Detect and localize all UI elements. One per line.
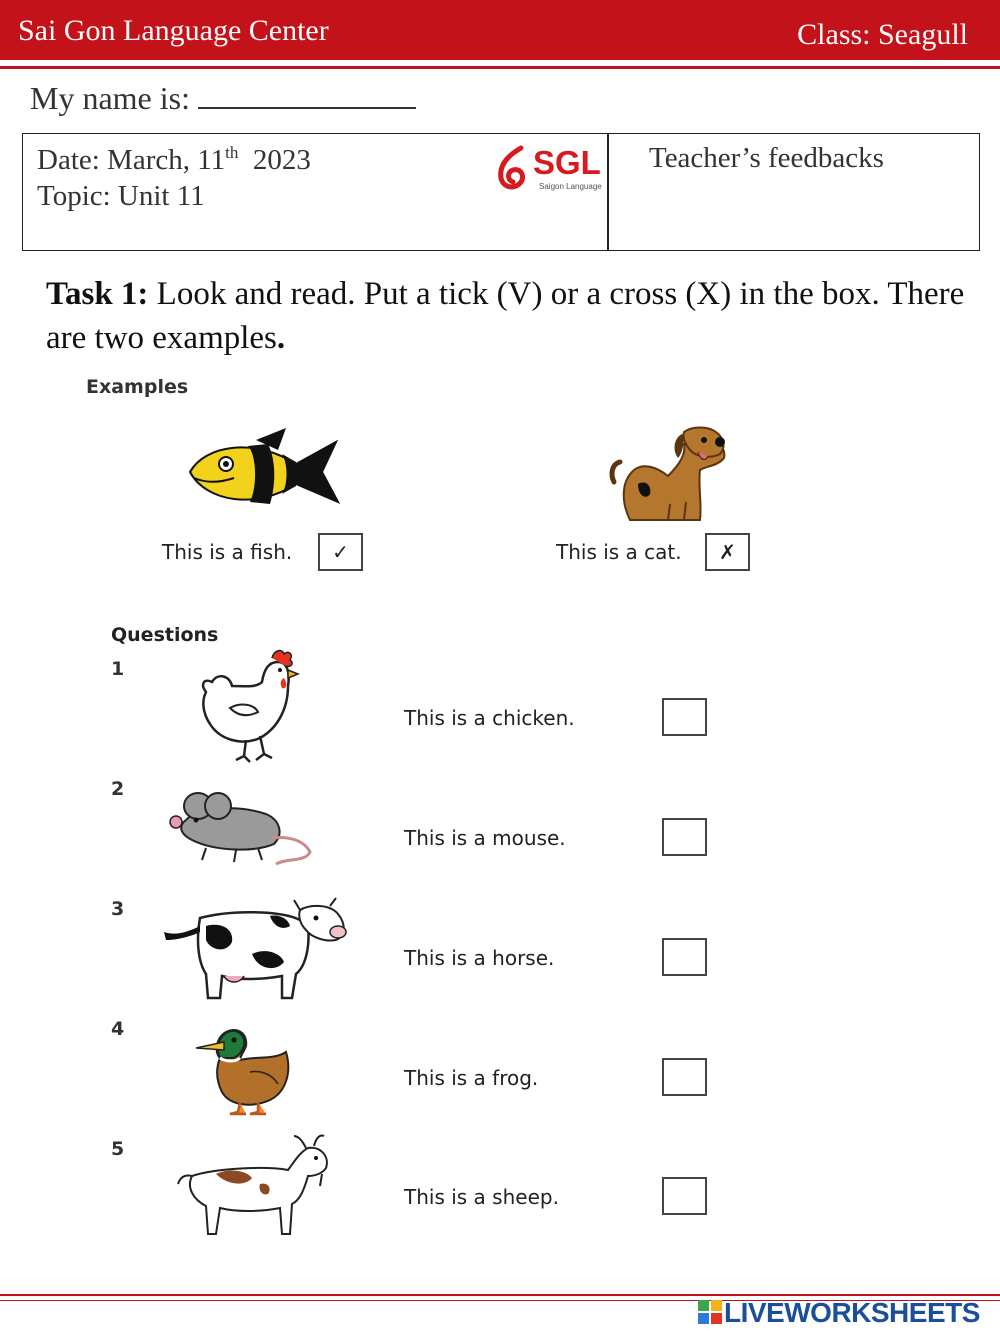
question-number-5: 5 bbox=[111, 1138, 125, 1160]
question-sentence-4: This is a frog. bbox=[404, 1066, 539, 1090]
question-sentence-5: This is a sheep. bbox=[404, 1185, 559, 1209]
footer-divider bbox=[0, 1294, 1000, 1296]
info-text bbox=[37, 142, 311, 214]
task-title: Task 1: bbox=[46, 276, 149, 312]
name-row bbox=[30, 80, 416, 117]
answer-box-2[interactable] bbox=[662, 818, 707, 856]
dog-icon bbox=[608, 424, 734, 526]
mouse-icon bbox=[166, 790, 316, 870]
sgl-swirl-icon bbox=[493, 144, 533, 194]
center-name: Sai Gon Language Center bbox=[18, 14, 329, 47]
header-divider bbox=[0, 66, 1000, 69]
answer-box-3[interactable] bbox=[662, 938, 707, 976]
question-sentence-2: This is a mouse. bbox=[404, 826, 566, 850]
fish-icon bbox=[186, 424, 342, 520]
example-sentence-2: This is a cat. bbox=[556, 540, 682, 564]
question-number-3: 3 bbox=[111, 898, 125, 920]
info-box bbox=[22, 133, 980, 251]
info-divider bbox=[607, 134, 609, 250]
feedback-label: Teacher’s feedbacks bbox=[649, 142, 884, 174]
question-number-2: 2 bbox=[111, 778, 125, 800]
date-line bbox=[37, 142, 311, 178]
date-year: 2023 bbox=[252, 144, 311, 176]
question-sentence-3: This is a horse. bbox=[404, 946, 555, 970]
name-label: My name is: bbox=[30, 80, 190, 116]
example-sentence-1: This is a fish. bbox=[162, 540, 293, 564]
question-sentence-1: This is a chicken. bbox=[404, 706, 575, 730]
examples-label: Examples bbox=[86, 376, 189, 398]
questions-label: Questions bbox=[111, 624, 219, 646]
date-prefix: Date: March, 11 bbox=[37, 144, 226, 176]
task-instruction bbox=[46, 272, 986, 360]
name-input-line[interactable] bbox=[198, 83, 416, 109]
question-number-1: 1 bbox=[111, 658, 125, 680]
logo-text: SGL bbox=[533, 144, 601, 181]
duck-icon bbox=[194, 1022, 294, 1118]
answer-box-4[interactable] bbox=[662, 1058, 707, 1096]
goat-icon bbox=[176, 1134, 334, 1238]
answer-box-5[interactable] bbox=[662, 1177, 707, 1215]
logo-subtext: Saigon Language bbox=[539, 182, 602, 191]
liveworksheets-grid-icon bbox=[698, 1300, 722, 1324]
answer-box-1[interactable] bbox=[662, 698, 707, 736]
header-bar bbox=[0, 0, 1000, 60]
question-number-4: 4 bbox=[111, 1018, 125, 1040]
task-text: Look and read. Put a tick (V) or a cross (X) in the box. There are two examples bbox=[46, 276, 965, 356]
sgl-logo bbox=[493, 144, 605, 198]
class-label: Class: Seagull bbox=[797, 18, 968, 51]
date-superscript: th bbox=[225, 143, 239, 162]
example-answer-box-1: ✓ bbox=[318, 533, 363, 571]
task-end-mark: . bbox=[276, 320, 286, 356]
liveworksheets-brand: LIVEWORKSHEETS bbox=[724, 1297, 980, 1328]
chicken-icon bbox=[196, 648, 300, 768]
example-answer-box-2: ✗ bbox=[705, 533, 750, 571]
cow-icon bbox=[160, 896, 350, 1004]
topic-line: Topic: Unit 11 bbox=[37, 180, 205, 212]
